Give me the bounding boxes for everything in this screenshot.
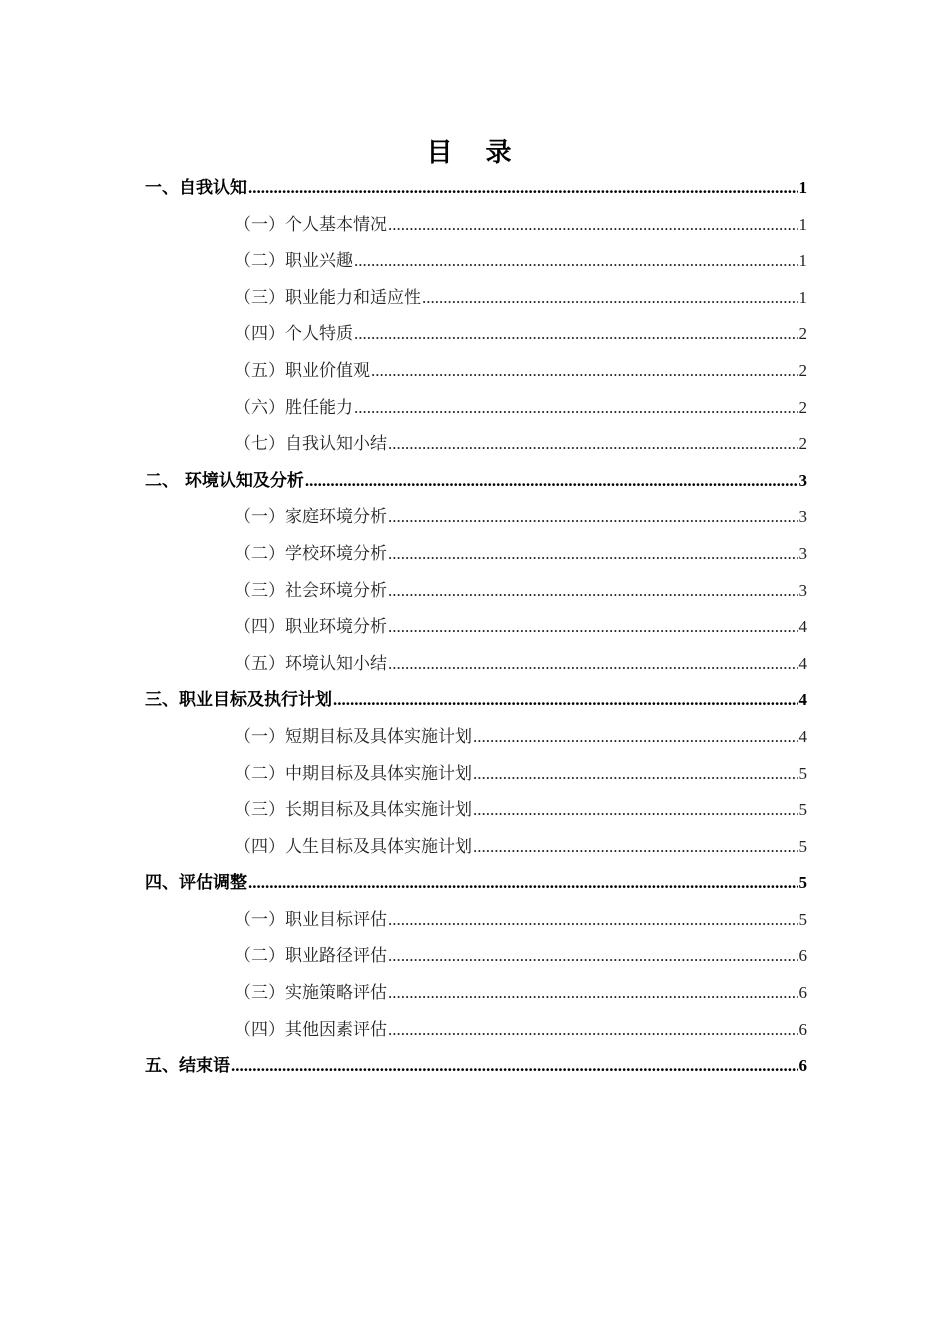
toc-dot-leader bbox=[473, 756, 798, 793]
toc-dot-leader bbox=[388, 646, 798, 683]
toc-dot-leader bbox=[388, 499, 798, 536]
toc-entry-label: （二）中期目标及具体实施计划 bbox=[234, 763, 472, 784]
toc-page-number: 4 bbox=[798, 617, 807, 637]
toc-entry-label: （二）职业路径评估 bbox=[234, 946, 387, 967]
toc-page-number: 4 bbox=[798, 690, 807, 710]
toc-page-number: 6 bbox=[798, 946, 807, 966]
table-of-contents bbox=[145, 170, 807, 1085]
toc-subsection-entry[interactable] bbox=[145, 902, 807, 939]
toc-dot-leader bbox=[388, 1012, 798, 1049]
toc-section-entry[interactable] bbox=[145, 463, 807, 500]
toc-dot-leader bbox=[354, 390, 798, 427]
toc-page-number: 3 bbox=[798, 470, 807, 490]
toc-dot-leader bbox=[388, 902, 798, 939]
toc-subsection-entry[interactable] bbox=[145, 646, 807, 683]
toc-page-number: 3 bbox=[798, 543, 807, 563]
toc-dot-leader bbox=[333, 682, 798, 719]
toc-entry-label: （一）个人基本情况 bbox=[234, 214, 387, 235]
toc-title: 目 录 bbox=[426, 138, 524, 168]
toc-entry-label: （三）长期目标及具体实施计划 bbox=[234, 800, 472, 821]
toc-entry-label: （一）家庭环境分析 bbox=[234, 507, 387, 528]
toc-subsection-entry[interactable] bbox=[145, 426, 807, 463]
toc-subsection-entry[interactable] bbox=[145, 1012, 807, 1049]
toc-entry-label: （五）环境认知小结 bbox=[234, 653, 387, 674]
toc-entry-label: （三）职业能力和适应性 bbox=[234, 287, 421, 308]
toc-entry-label: （五）职业价值观 bbox=[234, 360, 370, 381]
toc-subsection-entry[interactable] bbox=[145, 390, 807, 427]
toc-entry-label: 三、职业目标及执行计划 bbox=[145, 690, 332, 711]
toc-dot-leader bbox=[473, 719, 798, 756]
toc-subsection-entry[interactable] bbox=[145, 792, 807, 829]
toc-dot-leader bbox=[388, 536, 798, 573]
toc-page-number: 1 bbox=[798, 178, 807, 197]
toc-subsection-entry[interactable] bbox=[145, 499, 807, 536]
toc-dot-leader bbox=[354, 243, 798, 280]
toc-page-number: 4 bbox=[798, 653, 807, 673]
toc-entry-label: （三）实施策略评估 bbox=[234, 983, 387, 1004]
toc-page-number: 6 bbox=[798, 1056, 807, 1076]
toc-entry-label: 一、自我认知 bbox=[145, 178, 247, 198]
toc-section-entry[interactable] bbox=[145, 865, 807, 902]
toc-subsection-entry[interactable] bbox=[145, 756, 807, 793]
toc-section-entry[interactable] bbox=[145, 1048, 807, 1085]
toc-subsection-entry[interactable] bbox=[145, 829, 807, 866]
toc-dot-leader bbox=[388, 609, 798, 646]
toc-subsection-entry[interactable] bbox=[145, 243, 807, 280]
toc-entry-label: 二、 环境认知及分析 bbox=[145, 470, 304, 491]
toc-page-number: 2 bbox=[798, 434, 807, 454]
toc-page-number: 5 bbox=[798, 873, 807, 893]
toc-dot-leader bbox=[231, 1048, 798, 1085]
toc-dot-leader bbox=[473, 792, 798, 829]
toc-section-entry[interactable] bbox=[145, 170, 807, 207]
toc-entry-label: （七）自我认知小结 bbox=[234, 434, 387, 455]
toc-dot-leader bbox=[248, 170, 798, 207]
toc-dot-leader bbox=[354, 316, 798, 353]
toc-page-number: 3 bbox=[798, 580, 807, 600]
toc-page-number: 5 bbox=[798, 763, 807, 783]
toc-page-number: 6 bbox=[798, 983, 807, 1003]
toc-entry-label: （四）人生目标及具体实施计划 bbox=[234, 836, 472, 857]
toc-page-number: 2 bbox=[798, 324, 807, 344]
toc-dot-leader bbox=[388, 975, 798, 1012]
toc-dot-leader bbox=[305, 463, 798, 500]
toc-page-number: 2 bbox=[798, 397, 807, 417]
toc-page-number: 2 bbox=[798, 360, 807, 380]
toc-subsection-entry[interactable] bbox=[145, 975, 807, 1012]
toc-entry-label: （六）胜任能力 bbox=[234, 397, 353, 418]
toc-dot-leader bbox=[371, 353, 798, 390]
toc-entry-label: 五、结束语 bbox=[145, 1056, 230, 1077]
toc-entry-label: （四）其他因素评估 bbox=[234, 1019, 387, 1040]
toc-entry-label: （四）职业环境分析 bbox=[234, 617, 387, 638]
toc-subsection-entry[interactable] bbox=[145, 573, 807, 610]
toc-page-number: 5 bbox=[798, 909, 807, 929]
toc-subsection-entry[interactable] bbox=[145, 316, 807, 353]
toc-subsection-entry[interactable] bbox=[145, 938, 807, 975]
toc-page-number: 5 bbox=[798, 836, 807, 856]
toc-page-number: 4 bbox=[798, 726, 807, 746]
toc-page-number: 1 bbox=[798, 251, 807, 271]
toc-subsection-entry[interactable] bbox=[145, 207, 807, 244]
toc-entry-label: （一）短期目标及具体实施计划 bbox=[234, 726, 472, 747]
toc-dot-leader bbox=[248, 865, 798, 902]
toc-entry-label: （二）学校环境分析 bbox=[234, 543, 387, 564]
toc-page-number: 3 bbox=[798, 507, 807, 527]
toc-dot-leader bbox=[422, 280, 798, 317]
toc-section-entry[interactable] bbox=[145, 682, 807, 719]
toc-entry-label: 四、评估调整 bbox=[145, 873, 247, 894]
toc-subsection-entry[interactable] bbox=[145, 609, 807, 646]
toc-dot-leader bbox=[388, 573, 798, 610]
toc-dot-leader bbox=[473, 829, 798, 866]
toc-page-number: 1 bbox=[798, 214, 807, 234]
toc-entry-label: （三）社会环境分析 bbox=[234, 580, 387, 601]
toc-page-number: 5 bbox=[798, 800, 807, 820]
toc-dot-leader bbox=[388, 938, 798, 975]
toc-subsection-entry[interactable] bbox=[145, 719, 807, 756]
toc-subsection-entry[interactable] bbox=[145, 536, 807, 573]
toc-subsection-entry[interactable] bbox=[145, 353, 807, 390]
toc-entry-label: （二）职业兴趣 bbox=[234, 251, 353, 272]
toc-dot-leader bbox=[388, 207, 798, 244]
toc-entry-label: （四）个人特质 bbox=[234, 324, 353, 345]
toc-dot-leader bbox=[388, 426, 798, 463]
toc-subsection-entry[interactable] bbox=[145, 280, 807, 317]
toc-entry-label: （一）职业目标评估 bbox=[234, 909, 387, 930]
toc-page-number: 6 bbox=[798, 1019, 807, 1039]
toc-page-number: 1 bbox=[798, 287, 807, 307]
